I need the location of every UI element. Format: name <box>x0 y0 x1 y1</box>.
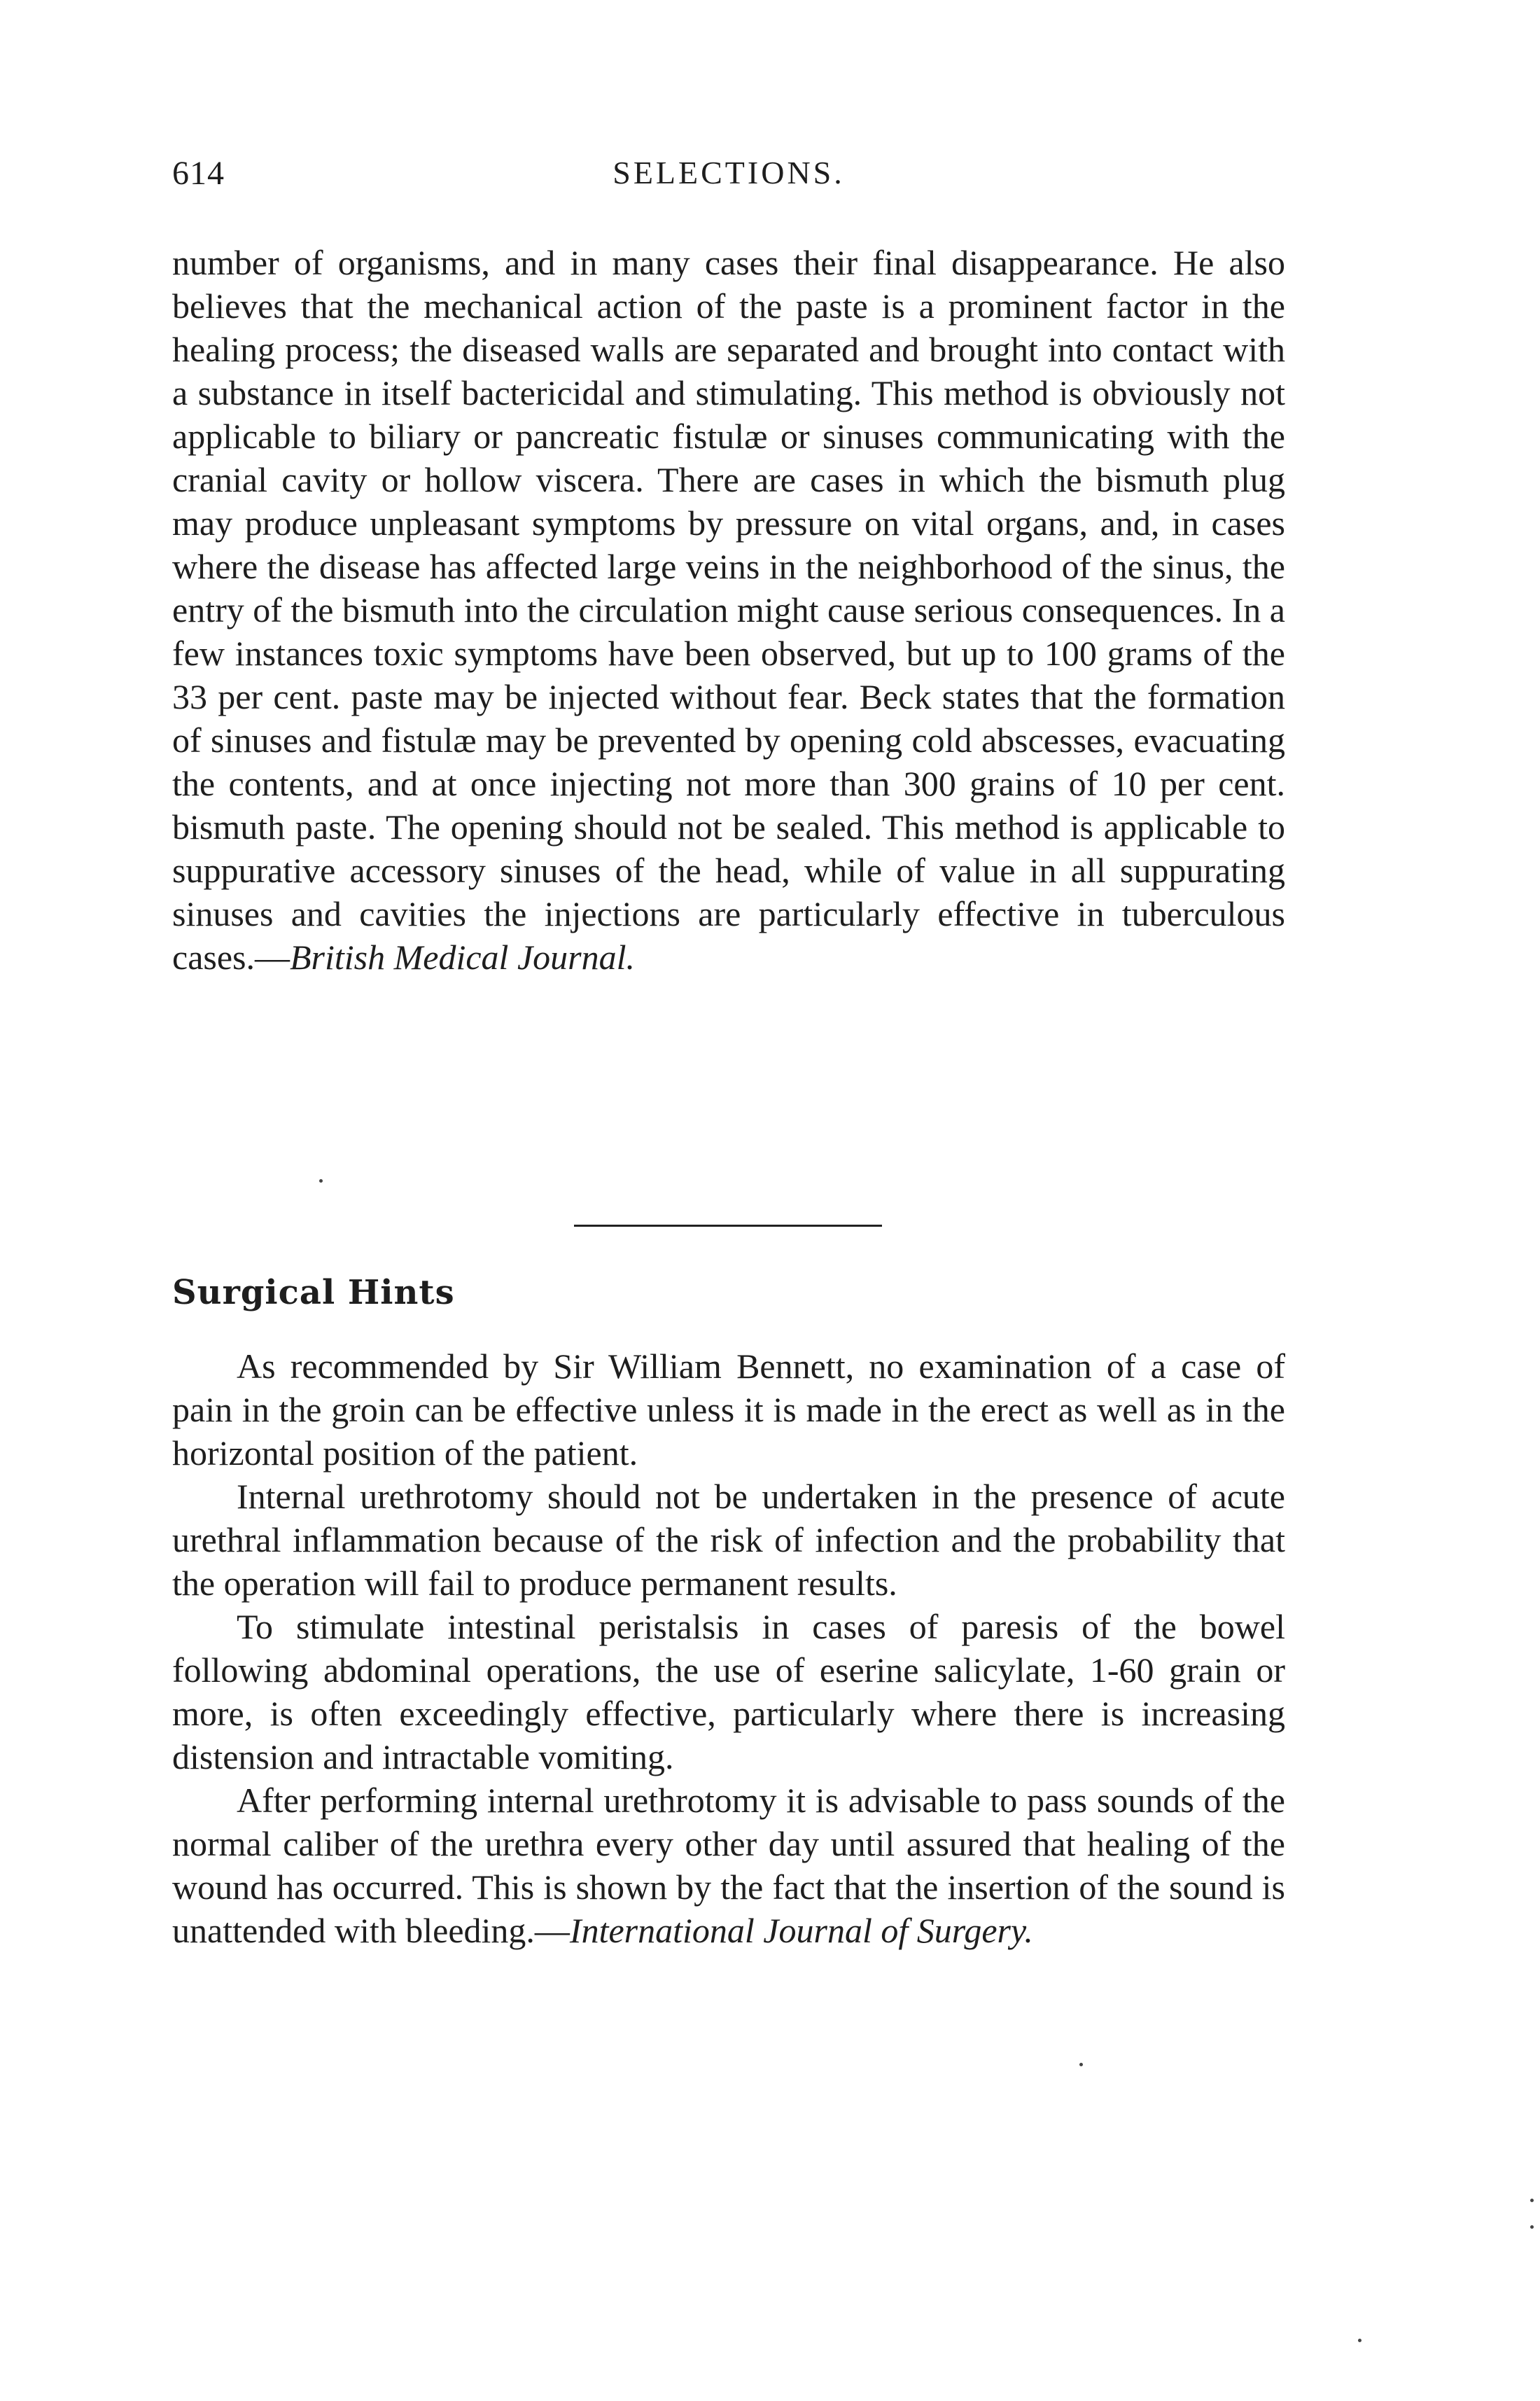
print-speck <box>1530 2199 1534 2202</box>
article-source: British Medical Journal. <box>290 938 635 977</box>
hint-4-text: After performing internal urethrotomy it is advisable to pass sounds of the normal caliber of the urethra every other day until assured that healing of the wound has occurred. This is shown by the fact that the insertion of the sound is unattended with bleeding.— <box>172 1781 1285 1950</box>
hint-paragraph-4 <box>172 1779 1285 1952</box>
print-speck <box>319 1179 323 1183</box>
hint-paragraph-3: To stimulate intestinal peristalsis in cases of paresis of the bowel following abdominal operations, the use of eserine salicylate, 1-60 grain or more, is often exceedingly effective, particularly where there is increasing distension and intractable vomiting. <box>172 1607 1285 1776</box>
hint-paragraph-2: Internal urethrotomy should not be undertaken in the presence of acute urethral inflammation because of the risk of infection and the probability that the operation will fail to produce permanent results. <box>172 1477 1285 1603</box>
hint-4-source: International Journal of Surgery. <box>569 1911 1033 1950</box>
running-head: SELECTIONS. <box>612 155 845 190</box>
page-header <box>172 154 1285 210</box>
page-number: 614 <box>172 155 225 192</box>
hint-paragraph-1: As recommended by Sir William Bennett, no examination of a case of pain in the groin can be effective unless it is made in the erect as well as in the horizontal position of the patient. <box>172 1346 1285 1473</box>
continued-article <box>172 241 1285 979</box>
surgical-hints-body <box>172 1344 1285 1952</box>
section-heading: Surgical Hints <box>172 1273 455 1312</box>
print-speck <box>1079 2063 1083 2066</box>
print-speck <box>1358 2339 1362 2342</box>
section-divider <box>574 1225 882 1227</box>
print-speck <box>1530 2225 1534 2229</box>
article-text: number of organisms, and in many cases their final disappearance. He also believes that the mechanical action of the paste is a prominent factor in the healing process; the diseased walls are separated and brought into contact with a substance in itself bactericidal and stimulating. This method is obviously not applicable to biliary or pancreatic fistulæ or sinuses communicating with the cranial cavity or hollow viscera. There are cases in which the bismuth plug may produce unpleasant symptoms by pressure on vital organs, and, in cases where the disease has affected large veins in the neighborhood of the sinus, the entry of the bismuth into the circulation might cause serious consequences. In a few instances toxic symptoms have been observed, but up to 100 grams of the 33 per cent. paste may be injected without fear. Beck states that the formation of sinuses and fistulæ may be prevented by opening cold abscesses, evacuating the contents, and at once injecting not more than 300 grains of 10 per cent. bismuth paste. The opening should not be sealed. This method is applicable to suppurative accessory sinuses of the head, while of value in all suppurating sinuses and cavities the injections are particularly effective in tuberculous cases.— <box>172 243 1285 977</box>
article-paragraph <box>172 241 1285 979</box>
